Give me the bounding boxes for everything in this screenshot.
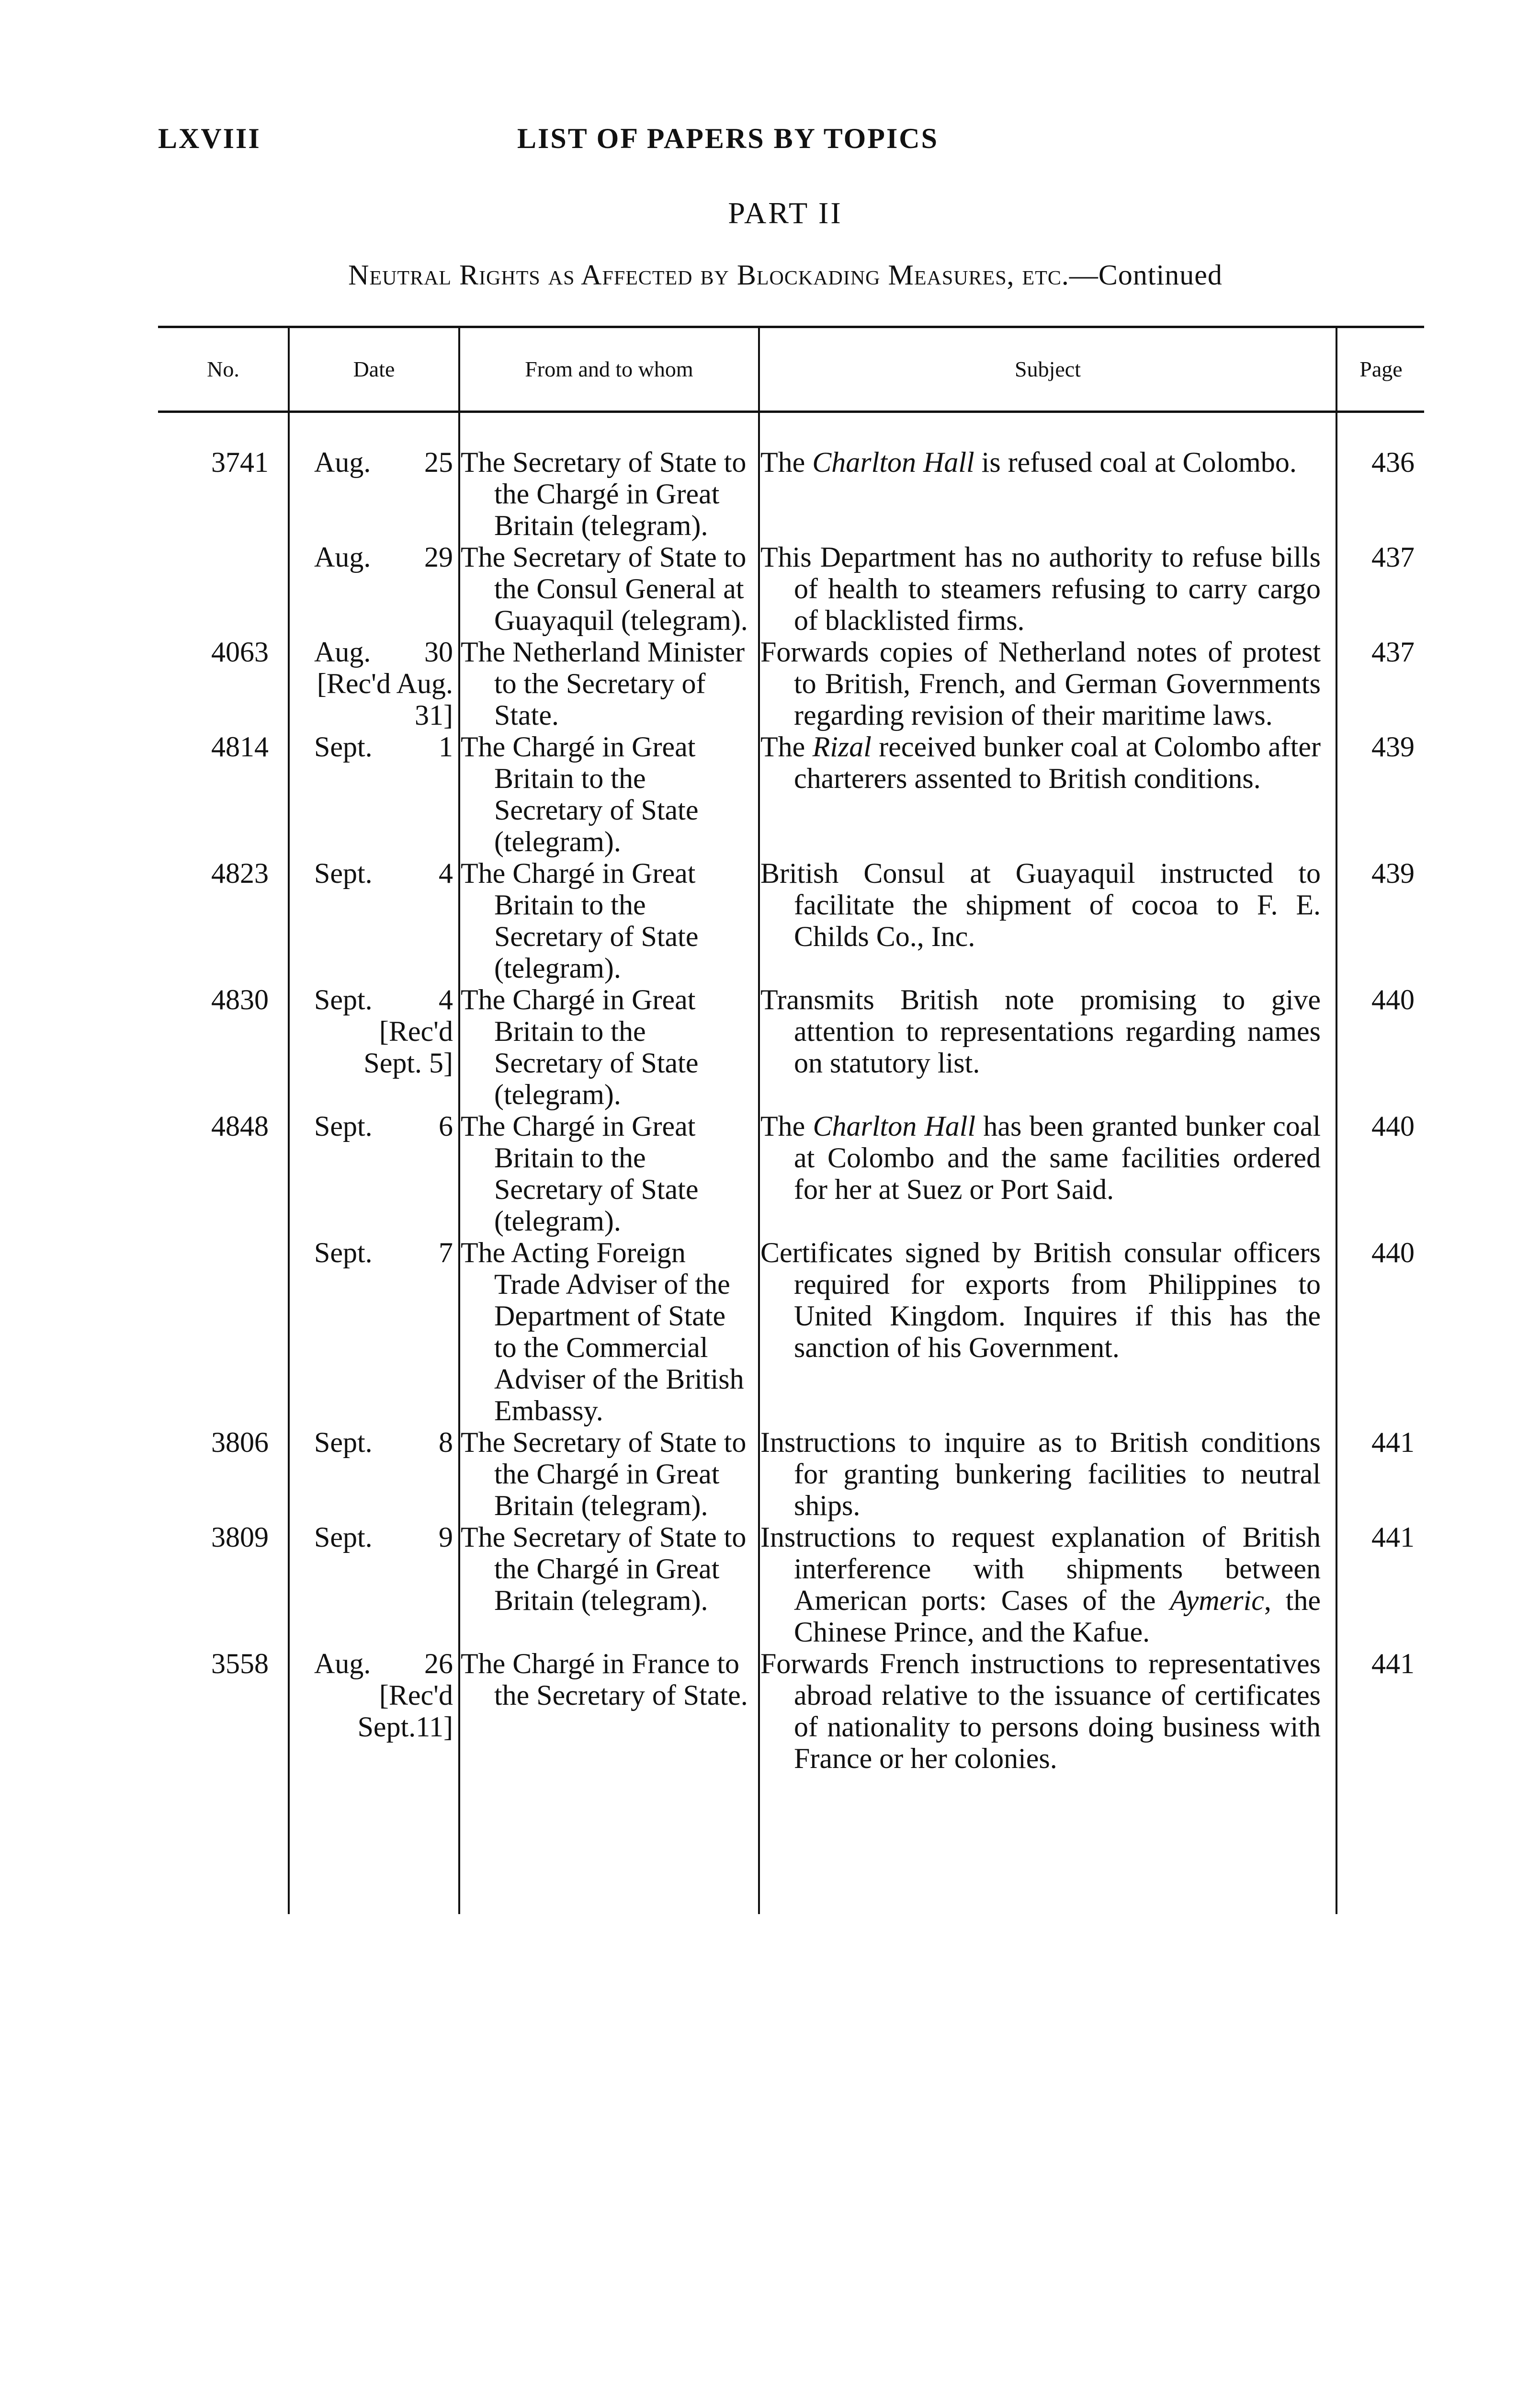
section-title-text: Neutral Rights as Affected by Blockading Measures, etc.: [348, 259, 1069, 291]
paper-number: 3558: [211, 1648, 269, 1679]
date-day: 1: [439, 731, 453, 763]
from-to-text: The Chargé in Great Britain to the Secretary of State (telegram).: [461, 1110, 699, 1237]
papers-table: [158, 326, 1424, 1914]
date-month: Sept.: [314, 984, 373, 1015]
table-row: [158, 1426, 1424, 1521]
vessel-name: Charlton Hall: [813, 1110, 976, 1142]
date-day: 9: [439, 1521, 453, 1553]
subject-text-pre: The: [760, 1110, 813, 1142]
subject-text: [760, 1648, 1335, 1774]
subject-text-pre: Forwards French instructions to representatives abroad relative to the issuance of certificates of nationality to persons doing business with France or her colonies.: [760, 1648, 1321, 1774]
from-to-text: The Acting Foreign Trade Adviser of the Department of State to the Commercial Adviser of the British Embassy.: [461, 1237, 744, 1426]
date-month: Sept.: [314, 1237, 373, 1268]
cell-subject: [759, 412, 1336, 542]
page-ref: 437: [1371, 636, 1415, 668]
cell-no: [158, 984, 289, 1110]
page-ref: 436: [1371, 446, 1415, 478]
cell-page: [1336, 1110, 1424, 1237]
cell-from-to: [459, 1521, 759, 1648]
subject-text: [760, 984, 1335, 1079]
page-ref: 439: [1371, 731, 1415, 763]
date-block: [290, 731, 458, 763]
table-spacer-row: [158, 1774, 1424, 1914]
cell-from-to: [459, 1237, 759, 1426]
column-header-from-to: From and to whom: [459, 327, 759, 412]
date-received: [Rec'd Aug. 31]: [317, 668, 453, 731]
subject-text-pre: The: [760, 731, 813, 763]
cell-subject: [759, 984, 1336, 1110]
subject-text-pre: Certificates signed by British consular officers required for exports from Philippines to United Kingdom. Inquires if this has the sanction of his Government.: [760, 1237, 1321, 1363]
date-month: Aug.: [314, 1648, 371, 1679]
date-month: Aug.: [314, 446, 371, 478]
from-to-text: The Chargé in Great Britain to the Secretary of State (telegram).: [461, 857, 699, 984]
page-ref: 437: [1371, 541, 1415, 573]
cell-date: [289, 1648, 459, 1774]
page-ref: 441: [1371, 1521, 1415, 1553]
subject-text-pre: The: [760, 446, 813, 478]
date-line: [314, 1426, 453, 1458]
page-header: [158, 122, 1413, 160]
date-month: Sept.: [314, 1426, 373, 1458]
cell-date: [289, 1521, 459, 1648]
paper-number: 4830: [211, 984, 269, 1015]
paper-number: 4848: [211, 1110, 269, 1142]
page-ref: 441: [1371, 1426, 1415, 1458]
table-row: [158, 1521, 1424, 1648]
date-line: [314, 636, 453, 668]
date-block: [290, 1426, 458, 1458]
cell-date: [289, 541, 459, 636]
from-to-text: The Chargé in Great Britain to the Secretary of State (telegram).: [461, 731, 699, 857]
cell-no: [158, 1521, 289, 1648]
cell-page: [1336, 731, 1424, 857]
column-header-page: Page: [1336, 327, 1424, 412]
section-title: [158, 259, 1413, 292]
table-row: [158, 731, 1424, 857]
subject-text: [760, 857, 1335, 952]
cell-subject: [759, 1521, 1336, 1648]
cell-from-to: [459, 1426, 759, 1521]
spacer-cell: [1336, 1774, 1424, 1914]
cell-date: [289, 984, 459, 1110]
cell-subject: [759, 636, 1336, 731]
table-row: [158, 1648, 1424, 1774]
cell-date: [289, 1237, 459, 1426]
page-ref: 440: [1371, 984, 1415, 1015]
date-month: Sept.: [314, 1521, 373, 1553]
table-row: [158, 636, 1424, 731]
cell-subject: [759, 541, 1336, 636]
paper-number: 4823: [211, 857, 269, 889]
running-head: LIST OF PAPERS BY TOPICS: [517, 123, 939, 154]
table-row: [158, 541, 1424, 636]
table-row: [158, 1237, 1424, 1426]
cell-page: [1336, 412, 1424, 542]
cell-from-to: [459, 984, 759, 1110]
cell-page: [1336, 1521, 1424, 1648]
cell-from-to: [459, 541, 759, 636]
subject-text: [760, 1521, 1335, 1648]
from-to-text: The Chargé in Great Britain to the Secretary of State (telegram).: [461, 984, 699, 1110]
table-row: [158, 412, 1424, 542]
date-line: [314, 857, 453, 889]
from-to-text: The Secretary of State to the Consul General at Guayaquil (telegram).: [461, 541, 748, 636]
date-line: [314, 984, 453, 1015]
paper-number: 4814: [211, 731, 269, 763]
cell-date: [289, 857, 459, 984]
vessel-name: Aymeric: [1170, 1585, 1264, 1616]
subject-text-pre: British Consul at Guayaquil instructed to facilitate the shipment of cocoa to F. E. Childs Co., Inc.: [760, 857, 1321, 952]
page-ref: 441: [1371, 1648, 1415, 1679]
cell-no: [158, 412, 289, 542]
date-block: [290, 636, 458, 731]
cell-no: [158, 541, 289, 636]
spacer-cell: [759, 1774, 1336, 1914]
date-line: [314, 1237, 453, 1268]
table-row: [158, 1110, 1424, 1237]
page-ref: 440: [1371, 1237, 1415, 1268]
date-month: Sept.: [314, 857, 373, 889]
subject-text-pre: Instructions to request explanation of British interference with shipments between American ports: Cases of the: [760, 1521, 1321, 1616]
paper-number: 4063: [211, 636, 269, 668]
table-row: [158, 984, 1424, 1110]
date-block: [290, 1110, 458, 1142]
cell-page: [1336, 636, 1424, 731]
table-header-row: [158, 327, 1424, 412]
subject-text-post: has been granted bunker coal at Colombo and the same facilities ordered for her at Suez or Port Said.: [794, 1110, 1321, 1205]
cell-subject: [759, 1648, 1336, 1774]
cell-page: [1336, 857, 1424, 984]
date-block: [290, 984, 458, 1079]
cell-no: [158, 1426, 289, 1521]
subject-text: [760, 636, 1335, 731]
paper-number: 3806: [211, 1426, 269, 1458]
cell-page: [1336, 1237, 1424, 1426]
cell-no: [158, 857, 289, 984]
spacer-cell: [158, 1774, 289, 1914]
date-block: [290, 1237, 458, 1268]
date-block: [290, 1648, 458, 1743]
subject-text-pre: Transmits British note promising to give attention to representations regarding names on statutory list.: [760, 984, 1321, 1079]
cell-no: [158, 1110, 289, 1237]
column-header-date: Date: [289, 327, 459, 412]
date-day: 30: [424, 636, 453, 668]
cell-date: [289, 412, 459, 542]
date-block: [290, 541, 458, 573]
cell-from-to: [459, 1648, 759, 1774]
date-block: [290, 1521, 458, 1553]
cell-page: [1336, 541, 1424, 636]
from-to-text: The Netherland Minister to the Secretary of State.: [461, 636, 745, 731]
cell-page: [1336, 1426, 1424, 1521]
cell-no: [158, 636, 289, 731]
cell-from-to: [459, 857, 759, 984]
date-received: [Rec'd Sept.11]: [357, 1679, 453, 1743]
date-line: [314, 1110, 453, 1142]
cell-from-to: [459, 731, 759, 857]
subject-text: [760, 541, 1335, 636]
cell-from-to: [459, 636, 759, 731]
subject-text: [760, 1426, 1335, 1521]
date-block: [290, 446, 458, 478]
cell-subject: [759, 731, 1336, 857]
cell-date: [289, 1426, 459, 1521]
paper-number: 3741: [211, 446, 269, 478]
subject-text: [760, 1110, 1335, 1205]
cell-subject: [759, 1237, 1336, 1426]
date-day: 25: [424, 446, 453, 478]
vessel-name: Charlton Hall: [812, 446, 974, 478]
subject-text: [760, 446, 1335, 478]
cell-subject: [759, 857, 1336, 984]
from-to-text: The Secretary of State to the Chargé in Great Britain (telegram).: [461, 446, 747, 541]
date-month: Sept.: [314, 731, 373, 763]
cell-from-to: [459, 1110, 759, 1237]
cell-page: [1336, 984, 1424, 1110]
subject-text-post: is refused coal at Colombo.: [974, 446, 1297, 478]
cell-no: [158, 1648, 289, 1774]
date-line: [314, 1648, 453, 1679]
cell-no: [158, 1237, 289, 1426]
subject-text-post: received bunker coal at Colombo after charterers assented to British conditions.: [794, 731, 1321, 794]
subject-text-pre: This Department has no authority to refuse bills of health to steamers refusing to carry cargo of blacklisted firms.: [760, 541, 1321, 636]
date-day: 6: [439, 1110, 453, 1142]
vessel-name: Rizal: [812, 731, 872, 763]
subject-text-post: , the Chinese Prince, and the Kafue.: [794, 1585, 1321, 1648]
cell-date: [289, 636, 459, 731]
date-line: [314, 541, 453, 573]
date-day: 4: [439, 984, 453, 1015]
subject-text-pre: Forwards copies of Netherland notes of protest to British, French, and German Governments regarding revision of their maritime laws.: [760, 636, 1321, 731]
cell-date: [289, 731, 459, 857]
part-title: PART II: [728, 196, 843, 230]
date-day: 29: [424, 541, 453, 573]
date-day: 4: [439, 857, 453, 889]
date-line: [314, 446, 453, 478]
subject-text-pre: Instructions to inquire as to British conditions for granting bunkering facilities to neutral ships.: [760, 1426, 1321, 1521]
table-body: [158, 412, 1424, 1915]
paper-number: 3809: [211, 1521, 269, 1553]
column-header-subject: Subject: [759, 327, 1336, 412]
date-received: [Rec'd Sept. 5]: [363, 1015, 453, 1079]
date-month: Aug.: [314, 636, 371, 668]
spacer-cell: [289, 1774, 459, 1914]
cell-no: [158, 731, 289, 857]
cell-page: [1336, 1648, 1424, 1774]
table-row: [158, 857, 1424, 984]
page-number: LXVIII: [158, 123, 261, 154]
column-header-no: No.: [158, 327, 289, 412]
from-to-text: The Chargé in France to the Secretary of State.: [461, 1648, 748, 1711]
cell-subject: [759, 1426, 1336, 1521]
from-to-text: The Secretary of State to the Chargé in Great Britain (telegram).: [461, 1426, 747, 1521]
page-ref: 440: [1371, 1110, 1415, 1142]
from-to-text: The Secretary of State to the Chargé in Great Britain (telegram).: [461, 1521, 747, 1616]
cell-from-to: [459, 412, 759, 542]
spacer-cell: [459, 1774, 759, 1914]
date-line: [314, 731, 453, 763]
date-block: [290, 857, 458, 889]
page-ref: 439: [1371, 857, 1415, 889]
section-continued: —Continued: [1069, 259, 1223, 291]
date-line: [314, 1521, 453, 1553]
cell-date: [289, 1110, 459, 1237]
date-day: 7: [439, 1237, 453, 1268]
cell-subject: [759, 1110, 1336, 1237]
date-day: 26: [424, 1648, 453, 1679]
subject-text: [760, 1237, 1335, 1363]
date-month: Sept.: [314, 1110, 373, 1142]
subject-text: [760, 731, 1335, 794]
date-month: Aug.: [314, 541, 371, 573]
date-day: 8: [439, 1426, 453, 1458]
